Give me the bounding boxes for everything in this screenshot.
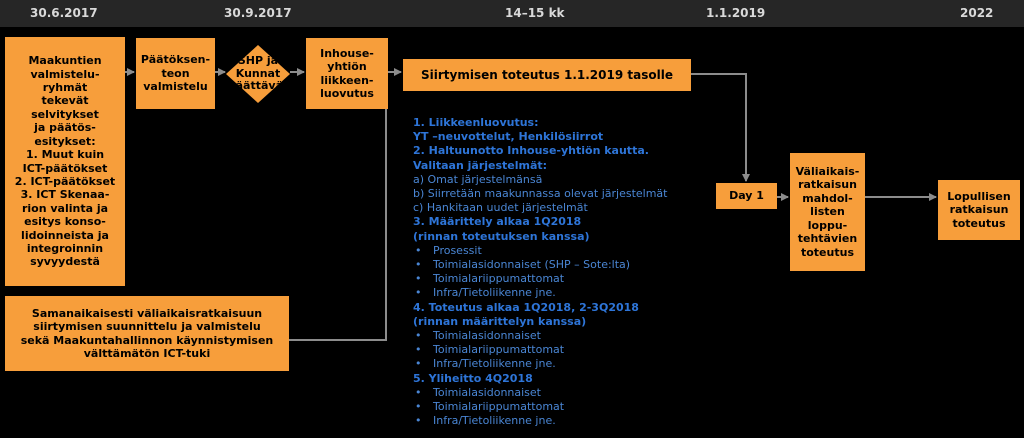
- date-30-6-2017: 30.6.2017: [30, 6, 98, 20]
- bullet-icon: •: [415, 343, 422, 357]
- step-heading: 2. Haltuunotto Inhouse-yhtiön kautta.: [413, 144, 649, 158]
- step-bullet: [413, 329, 733, 343]
- step-bullet-text: Toimialasidonnaiset: [433, 385, 541, 399]
- shp-kunnat-paattavat-diamond: [226, 45, 290, 103]
- steps-list: [413, 116, 733, 428]
- step-bullet-text: Toimialasidonnaiset: [433, 329, 541, 343]
- date-2022: 2022: [960, 6, 994, 20]
- step-bullet-text: Prosessit: [433, 243, 482, 257]
- siirtymisen-toteutus-box: Siirtymisen toteutus 1.1.2019 tasolle: [403, 59, 691, 91]
- bullet-icon: •: [415, 385, 422, 399]
- maakuntien-valmistelu-box: Maakuntien valmistelu- ryhmät tekevät selvitykset ja päätös- esitykset: 1. Muut kuin ICT-päätökset 2. ICT-päätökset 3. ICT Skenaa- rion valinta ja esitys konso- lidoinneista ja integroinnin syvyydestä: [5, 37, 125, 286]
- step-bullet-text: Toimialariippumattomat: [433, 343, 565, 357]
- bullet-icon: •: [415, 272, 422, 286]
- step-option: a) Omat järjestelmänsä: [413, 172, 543, 186]
- inhouse-liikkeenluovutus-box: Inhouse- yhtiön liikkeen- luovutus: [306, 38, 388, 109]
- step-heading: 4. Toteutus alkaa 1Q2018, 2-3Q2018: [413, 300, 639, 314]
- step-bullet-text: Toimialasidonnaiset (SHP – Sote:lta): [433, 258, 631, 272]
- step-bullet: [413, 258, 733, 272]
- samanaikaisesti-box: Samanaikaisesti väliaikaisratkaisuun siirtymisen suunnittelu ja valmistelu sekä Maakuntahallinnon käynnistymisen välttämätön ICT-tuki: [5, 296, 289, 371]
- step-bullet-text: Toimialariippumattomat: [433, 400, 565, 414]
- step-bullet: [413, 400, 733, 414]
- step-heading: YT –neuvottelut, Henkilösiirrot: [413, 130, 604, 144]
- step-heading: 3. Määrittely alkaa 1Q2018: [413, 215, 582, 229]
- valiaikaisratkaisun-box: Väliaikais- ratkaisun mahdol- listen loppu- tehtävien toteutus: [790, 153, 865, 271]
- bullet-icon: •: [415, 329, 422, 343]
- step-bullet: [413, 386, 733, 400]
- step-option: b) Siirretään maakunnassa olevat järjestelmät: [413, 187, 668, 201]
- line-samanaikaisesti-to-main: [289, 76, 386, 340]
- day1-box: Day 1: [716, 183, 777, 209]
- step-bullet: [413, 343, 733, 357]
- step-bullet: [413, 414, 733, 428]
- paatoksenteon-valmistelu-box: Päätöksen- teon valmistelu: [136, 38, 215, 109]
- lopullisen-ratkaisun-box: Lopullisen ratkaisun toteutus: [938, 180, 1020, 240]
- step-bullet-text: Infra/Tietoliikenne jne.: [433, 414, 556, 428]
- step-bullet-text: Toimialariippumattomat: [433, 272, 565, 286]
- step-heading: Valitaan järjestelmät:: [413, 158, 548, 172]
- bullet-icon: •: [415, 286, 422, 300]
- step-heading: 5. Yliheitto 4Q2018: [413, 371, 533, 385]
- bullet-icon: •: [415, 357, 422, 371]
- bullet-icon: •: [415, 400, 422, 414]
- step-heading: (rinnan toteutuksen kanssa): [413, 229, 590, 243]
- date-30-9-2017: 30.9.2017: [224, 6, 292, 20]
- bullet-icon: •: [415, 258, 422, 272]
- bullet-icon: •: [415, 414, 422, 428]
- step-option: c) Hankitaan uudet järjestelmät: [413, 201, 588, 215]
- shp-kunnat-paattavat-label: SHP ja Kunnat päättävät: [227, 53, 289, 93]
- step-bullet-text: Infra/Tietoliikenne jne.: [433, 357, 556, 371]
- step-heading: 1. Liikkeenluovutus:: [413, 116, 539, 129]
- step-bullet: [413, 357, 733, 371]
- step-bullet: [413, 244, 733, 258]
- date-1-1-2019: 1.1.2019: [706, 6, 766, 20]
- step-bullet: [413, 272, 733, 286]
- step-heading: (rinnan määrittelyn kanssa): [413, 314, 587, 328]
- step-bullet-text: Infra/Tietoliikenne jne.: [433, 286, 556, 300]
- bullet-icon: •: [415, 243, 422, 257]
- step-bullet: [413, 286, 733, 300]
- duration-14-15-kk: 14–15 kk: [505, 6, 565, 20]
